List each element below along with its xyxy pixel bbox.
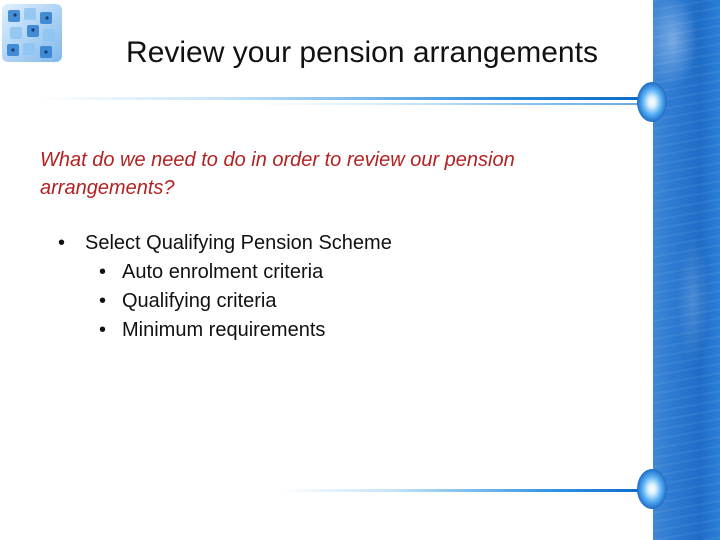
list-item xyxy=(58,258,392,287)
top-divider-line-secondary xyxy=(250,103,652,105)
cubes-logo-icon xyxy=(0,0,66,66)
bullet-text: Select Qualifying Pension Scheme xyxy=(85,232,392,254)
top-divider-line xyxy=(40,97,652,100)
slide-title: Review your pension arrangements xyxy=(126,36,598,69)
bullet-dot-icon: • xyxy=(99,261,107,283)
top-glow-orb-icon xyxy=(637,82,667,122)
bottom-divider-line xyxy=(280,489,652,492)
bottom-glow-orb-icon xyxy=(637,469,667,509)
bullet-dot-icon: • xyxy=(99,290,107,312)
sub-bullet-text: Qualifying criteria xyxy=(122,290,277,312)
sub-bullet-text: Minimum requirements xyxy=(122,319,326,341)
bullet-list xyxy=(58,229,392,345)
list-item xyxy=(58,287,392,316)
list-item xyxy=(58,316,392,345)
sub-bullet-text: Auto enrolment criteria xyxy=(122,261,324,283)
question-text: What do we need to do in order to review our pension arrangements? xyxy=(40,149,515,199)
list-item xyxy=(58,229,392,258)
bullet-dot-icon: • xyxy=(99,319,107,341)
bullet-dot-icon: • xyxy=(58,232,66,254)
right-decorative-band xyxy=(653,0,720,540)
